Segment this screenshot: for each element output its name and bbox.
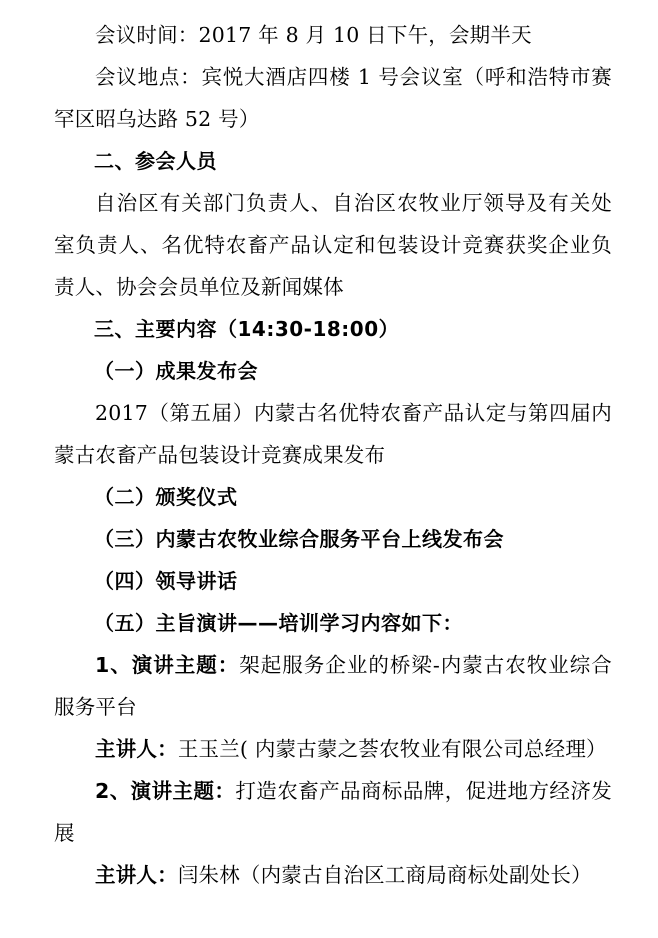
text-section-two-heading: 二、参会人员 bbox=[94, 149, 217, 173]
text-talk-one-speaker: 王玉兰( 内蒙古蒙之荟农牧业有限公司总经理） bbox=[177, 737, 607, 761]
text-meeting-time: 会议时间：2017 年 8 月 10 日下午，会期半天 bbox=[95, 23, 532, 47]
paragraph-talk-one-topic bbox=[54, 644, 612, 728]
text-meeting-place: 会议地点：宾悦大酒店四楼 1 号会议室（呼和浩特市赛罕区昭乌达路 52 号） bbox=[54, 65, 612, 131]
label-talk-one-topic: 1、演讲主题： bbox=[95, 653, 240, 677]
label-talk-two-topic: 2、演讲主题： bbox=[95, 779, 236, 803]
text-item-two-heading: （二）颁奖仪式 bbox=[94, 485, 238, 509]
heading-item-one bbox=[54, 350, 612, 392]
paragraph-meeting-time bbox=[54, 14, 612, 56]
paragraph-item-one-body bbox=[54, 392, 612, 476]
heading-item-three bbox=[54, 518, 612, 560]
paragraph-talk-two-topic bbox=[54, 770, 612, 854]
text-talk-two-topic: 打造农畜产品商标品牌，促进地方经济发展 bbox=[54, 779, 612, 845]
text-talk-two-speaker: 闫朱林（内蒙古自治区工商局商标处副处长） bbox=[177, 863, 592, 887]
label-talk-two-speaker: 主讲人： bbox=[95, 863, 178, 887]
text-item-five-heading: （五）主旨演讲——培训学习内容如下： bbox=[94, 611, 463, 635]
heading-section-two bbox=[54, 140, 612, 182]
text-item-three-heading: （三）内蒙古农牧业综合服务平台上线发布会 bbox=[94, 527, 504, 551]
heading-section-three bbox=[54, 308, 612, 350]
text-item-one-heading: （一）成果发布会 bbox=[94, 359, 258, 383]
heading-item-two bbox=[54, 476, 612, 518]
paragraph-talk-two-speaker bbox=[54, 854, 612, 896]
text-attendees: 自治区有关部门负责人、自治区农牧业厅领导及有关处室负责人、名优特农畜产品认定和包装设计竞赛获奖企业负责人、协会会员单位及新闻媒体 bbox=[54, 191, 612, 299]
paragraph-talk-one-speaker bbox=[54, 728, 612, 770]
heading-item-five bbox=[54, 602, 612, 644]
heading-item-four bbox=[54, 560, 612, 602]
label-talk-one-speaker: 主讲人： bbox=[95, 737, 178, 761]
paragraph-meeting-place bbox=[54, 56, 612, 140]
text-talk-one-topic: 架起服务企业的桥梁-内蒙古农牧业综合服务平台 bbox=[54, 653, 612, 719]
text-item-four-heading: （四）领导讲话 bbox=[94, 569, 238, 593]
text-item-one-body: 2017（第五届）内蒙古名优特农畜产品认定与第四届内蒙古农畜产品包装设计竞赛成果发布 bbox=[54, 401, 612, 467]
paragraph-attendees bbox=[54, 182, 612, 308]
text-section-three-heading: 三、主要内容（14:30-18:00） bbox=[94, 317, 400, 341]
